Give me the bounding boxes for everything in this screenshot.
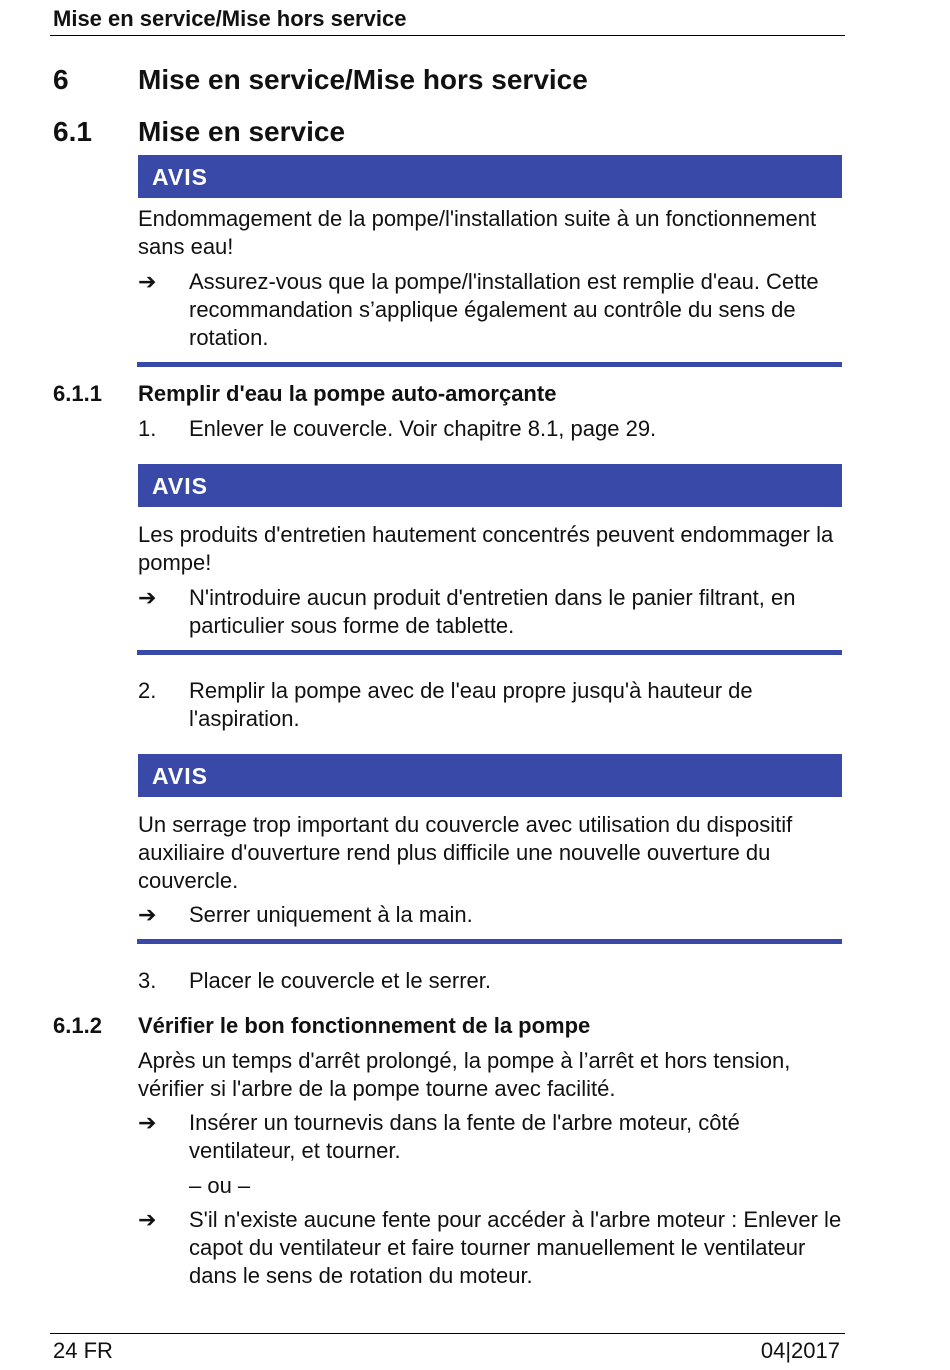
section-6-1-2-title: Vérifier le bon fonctionnement de la pompe	[138, 1013, 591, 1038]
step-number: 1.	[138, 416, 157, 441]
arrow-right-icon: ➔	[138, 585, 157, 610]
notice-text: Endommagement de la pompe/l'installation suite à un fonctionnement sans eau!	[138, 206, 817, 259]
notice-header: AVIS	[138, 464, 842, 507]
instruction: Insérer un tournevis dans la fente de l'arbre moteur, côté ventilateur, et tourner.	[189, 1110, 740, 1163]
step-text: Enlever le couvercle. Voir chapitre 8.1, page 29.	[189, 416, 657, 441]
notice-header: AVIS	[138, 754, 842, 797]
arrow-right-icon: ➔	[138, 1207, 157, 1232]
section-6-1-1-number: 6.1.1	[53, 381, 102, 406]
section-6-1-number: 6.1	[53, 116, 92, 147]
notice-end-rule	[137, 650, 842, 655]
arrow-right-icon: ➔	[138, 269, 157, 294]
notice-instruction: N'introduire aucun produit d'entretien dans le panier filtrant, en particulier sous forme de tablette.	[189, 585, 796, 638]
notice-header: AVIS	[138, 155, 842, 198]
instruction: S'il n'existe aucune fente pour accéder à l'arbre moteur : Enlever le capot du ventilateur et faire tourner manuellement le ventilateur dans le sens de rotation du moteur.	[189, 1207, 842, 1288]
notice-end-rule	[137, 362, 842, 367]
edition-date: 04|2017	[760, 1338, 840, 1363]
section-intro: Après un temps d'arrêt prolongé, la pompe à l’arrêt et hors tension, vérifier si l'arbre de la pompe tourne avec facilité.	[138, 1048, 791, 1101]
page-number: 24 FR	[53, 1338, 113, 1363]
running-header-title: Mise en service/Mise hors service	[53, 6, 407, 31]
or-separator: – ou –	[189, 1173, 251, 1198]
arrow-right-icon: ➔	[138, 902, 157, 927]
notice-text: Un serrage trop important du couvercle avec utilisation du dispositif auxiliaire d'ouverture rend plus difficile une nouvelle ouverture du couvercle.	[138, 812, 793, 893]
step-number: 2.	[138, 678, 157, 703]
footer-rule	[50, 1333, 845, 1334]
notice-end-rule	[137, 939, 842, 944]
arrow-right-icon: ➔	[138, 1110, 157, 1135]
notice-instruction: Assurez-vous que la pompe/l'installation est remplie d'eau. Cette recommandation s’applique également au contrôle du sens de rotation.	[189, 269, 819, 350]
section-6-number: 6	[53, 64, 69, 95]
section-6-1-1-title: Remplir d'eau la pompe auto-amorçante	[138, 381, 557, 406]
step-number: 3.	[138, 968, 157, 993]
section-6-1-title: Mise en service	[138, 116, 346, 147]
section-6-title: Mise en service/Mise hors service	[138, 64, 588, 95]
section-6-1-2-number: 6.1.2	[53, 1013, 102, 1038]
notice-instruction: Serrer uniquement à la main.	[189, 902, 473, 927]
step-text: Placer le couvercle et le serrer.	[189, 968, 492, 993]
header-rule	[50, 35, 845, 36]
notice-text: Les produits d'entretien hautement concentrés peuvent endommager la pompe!	[138, 522, 834, 575]
step-text: Remplir la pompe avec de l'eau propre jusqu'à hauteur de l'aspiration.	[189, 678, 753, 731]
